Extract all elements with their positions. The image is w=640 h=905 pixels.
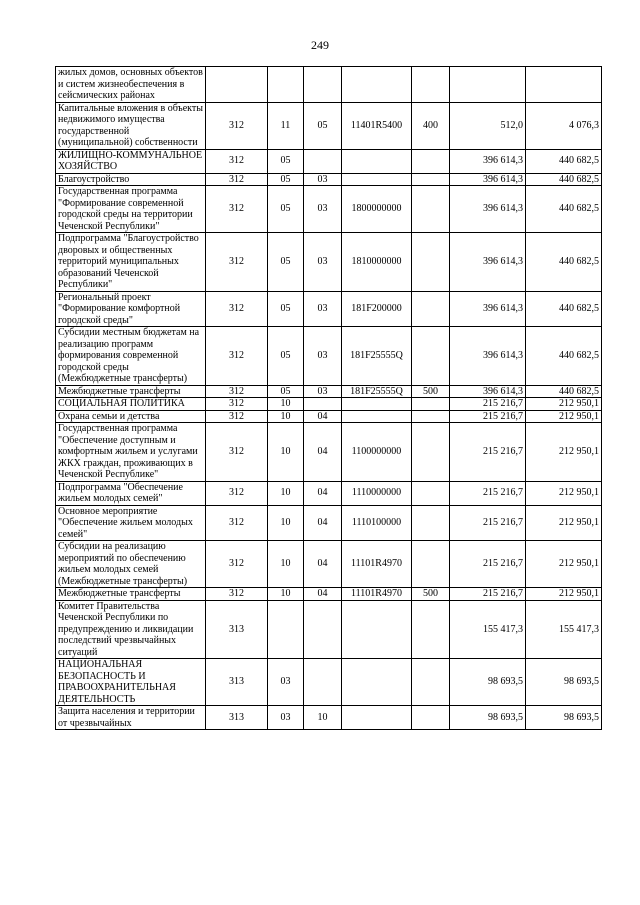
row-expense-type-cell (412, 541, 450, 588)
row-section-code-cell: 05 (268, 233, 304, 292)
row-name-cell: Защита населения и территории от чрезвычайных (56, 706, 206, 730)
row-name-cell: ЖИЛИЩНО-КОММУНАЛЬНОЕ ХОЗЯЙСТВО (56, 149, 206, 173)
row-subsection-code-cell: 04 (304, 481, 342, 505)
row-target-article-cell (342, 706, 412, 730)
row-target-article-cell (342, 398, 412, 411)
row-ministry-code-cell: 313 (206, 706, 268, 730)
row-expense-type-cell (412, 233, 450, 292)
row-section-code-cell: 10 (268, 423, 304, 482)
row-expense-type-cell (412, 706, 450, 730)
table-row (56, 588, 602, 601)
row-target-article-cell: 1100000000 (342, 423, 412, 482)
row-expense-type-cell (412, 659, 450, 706)
row-ministry-code-cell: 312 (206, 541, 268, 588)
row-section-code-cell: 10 (268, 588, 304, 601)
table-row (56, 398, 602, 411)
row-amount-2-cell: 212 950,1 (526, 541, 602, 588)
row-target-article-cell: 181F200000 (342, 291, 412, 327)
row-section-code-cell: 05 (268, 173, 304, 186)
row-amount-2-cell: 440 682,5 (526, 385, 602, 398)
row-expense-type-cell (412, 410, 450, 423)
row-expense-type-cell (412, 291, 450, 327)
row-amount-1-cell: 98 693,5 (450, 706, 526, 730)
row-subsection-code-cell: 04 (304, 541, 342, 588)
row-ministry-code-cell: 312 (206, 410, 268, 423)
row-amount-2-cell: 212 950,1 (526, 481, 602, 505)
row-target-article-cell (342, 659, 412, 706)
row-subsection-code-cell: 03 (304, 291, 342, 327)
row-amount-1-cell: 396 614,3 (450, 186, 526, 233)
row-subsection-code-cell: 04 (304, 505, 342, 541)
row-subsection-code-cell (304, 600, 342, 659)
row-expense-type-cell (412, 398, 450, 411)
row-name-cell: Основное мероприятие "Обеспечение жильем молодых семей" (56, 505, 206, 541)
row-subsection-code-cell: 04 (304, 588, 342, 601)
row-target-article-cell: 11101R4970 (342, 541, 412, 588)
row-ministry-code-cell: 312 (206, 588, 268, 601)
row-name-cell: НАЦИОНАЛЬНАЯ БЕЗОПАСНОСТЬ И ПРАВООХРАНИТЕЛЬНАЯ ДЕЯТЕЛЬНОСТЬ (56, 659, 206, 706)
row-amount-1-cell: 215 216,7 (450, 541, 526, 588)
row-target-article-cell: 1110000000 (342, 481, 412, 505)
row-amount-1-cell: 215 216,7 (450, 423, 526, 482)
row-amount-1-cell: 396 614,3 (450, 149, 526, 173)
row-expense-type-cell (412, 67, 450, 103)
row-section-code-cell: 10 (268, 410, 304, 423)
row-section-code-cell: 03 (268, 659, 304, 706)
row-amount-1-cell: 396 614,3 (450, 385, 526, 398)
row-target-article-cell: 1800000000 (342, 186, 412, 233)
row-expense-type-cell (412, 505, 450, 541)
row-target-article-cell (342, 410, 412, 423)
row-ministry-code-cell: 312 (206, 173, 268, 186)
row-name-cell: Региональный проект "Формирование комфортной городской среды" (56, 291, 206, 327)
row-subsection-code-cell: 04 (304, 423, 342, 482)
row-subsection-code-cell: 05 (304, 102, 342, 149)
table-body (56, 67, 602, 730)
row-name-cell: Межбюджетные трансферты (56, 385, 206, 398)
row-amount-2-cell: 440 682,5 (526, 291, 602, 327)
table-row (56, 659, 602, 706)
row-amount-2-cell: 4 076,3 (526, 102, 602, 149)
row-subsection-code-cell (304, 149, 342, 173)
row-target-article-cell (342, 67, 412, 103)
row-amount-2-cell: 98 693,5 (526, 706, 602, 730)
row-name-cell: Государственная программа "Формирование современной городской среды на территории Чеченской Республики" (56, 186, 206, 233)
table-row (56, 233, 602, 292)
row-subsection-code-cell: 03 (304, 233, 342, 292)
row-section-code-cell (268, 600, 304, 659)
row-amount-2-cell: 98 693,5 (526, 659, 602, 706)
row-expense-type-cell: 500 (412, 588, 450, 601)
row-amount-2-cell: 440 682,5 (526, 327, 602, 386)
table-row (56, 481, 602, 505)
table-row (56, 102, 602, 149)
row-amount-1-cell: 215 216,7 (450, 410, 526, 423)
row-section-code-cell: 10 (268, 505, 304, 541)
row-expense-type-cell (412, 186, 450, 233)
row-expense-type-cell (412, 173, 450, 186)
row-ministry-code-cell: 312 (206, 291, 268, 327)
row-section-code-cell (268, 67, 304, 103)
row-ministry-code-cell: 312 (206, 327, 268, 386)
row-expense-type-cell (412, 149, 450, 173)
row-name-cell: Капитальные вложения в объекты недвижимого имущества государственной (муниципальной) собственности (56, 102, 206, 149)
row-amount-2-cell: 440 682,5 (526, 233, 602, 292)
row-name-cell: Комитет Правительства Чеченской Республики по предупреждению и ликвидации последствий чрезвычайных ситуаций (56, 600, 206, 659)
row-subsection-code-cell (304, 398, 342, 411)
row-expense-type-cell (412, 481, 450, 505)
row-subsection-code-cell (304, 659, 342, 706)
row-expense-type-cell (412, 327, 450, 386)
row-target-article-cell: 181F25555Q (342, 385, 412, 398)
row-target-article-cell: 11401R5400 (342, 102, 412, 149)
table-row (56, 423, 602, 482)
table-row (56, 600, 602, 659)
row-name-cell: СОЦИАЛЬНАЯ ПОЛИТИКА (56, 398, 206, 411)
row-amount-2-cell: 212 950,1 (526, 410, 602, 423)
row-amount-1-cell: 215 216,7 (450, 505, 526, 541)
row-subsection-code-cell: 03 (304, 173, 342, 186)
row-section-code-cell: 05 (268, 291, 304, 327)
row-expense-type-cell: 500 (412, 385, 450, 398)
row-ministry-code-cell (206, 67, 268, 103)
row-amount-2-cell: 212 950,1 (526, 423, 602, 482)
row-name-cell: жилых домов, основных объектов и систем жизнеобеспечения в сейсмических районах (56, 67, 206, 103)
page-number: 249 (311, 38, 329, 52)
row-target-article-cell: 1810000000 (342, 233, 412, 292)
row-target-article-cell (342, 600, 412, 659)
table-row (56, 706, 602, 730)
row-section-code-cell: 05 (268, 149, 304, 173)
row-ministry-code-cell: 312 (206, 505, 268, 541)
row-section-code-cell: 05 (268, 186, 304, 233)
row-amount-1-cell: 396 614,3 (450, 233, 526, 292)
table-row (56, 541, 602, 588)
table-row (56, 67, 602, 103)
row-target-article-cell: 1110100000 (342, 505, 412, 541)
row-amount-2-cell: 212 950,1 (526, 398, 602, 411)
table-row (56, 149, 602, 173)
row-name-cell: Подпрограмма "Благоустройство дворовых и общественных территорий муниципальных образований Чеченской Республики" (56, 233, 206, 292)
row-ministry-code-cell: 312 (206, 423, 268, 482)
row-amount-2-cell: 440 682,5 (526, 173, 602, 186)
row-amount-1-cell: 396 614,3 (450, 173, 526, 186)
row-amount-1-cell (450, 67, 526, 103)
row-ministry-code-cell: 312 (206, 102, 268, 149)
budget-table (55, 66, 602, 730)
row-amount-2-cell: 440 682,5 (526, 186, 602, 233)
row-subsection-code-cell: 03 (304, 327, 342, 386)
row-section-code-cell: 05 (268, 385, 304, 398)
row-amount-2-cell: 155 417,3 (526, 600, 602, 659)
row-name-cell: Субсидии местным бюджетам на реализацию программ формирования современной городской среды (Межбюджетные трансферты) (56, 327, 206, 386)
row-expense-type-cell (412, 423, 450, 482)
table-row (56, 505, 602, 541)
table-row (56, 173, 602, 186)
table-row (56, 291, 602, 327)
row-amount-1-cell: 396 614,3 (450, 327, 526, 386)
row-ministry-code-cell: 312 (206, 398, 268, 411)
row-name-cell: Подпрограмма "Обеспечение жильем молодых семей" (56, 481, 206, 505)
row-target-article-cell: 11101R4970 (342, 588, 412, 601)
row-amount-1-cell: 396 614,3 (450, 291, 526, 327)
row-ministry-code-cell: 312 (206, 385, 268, 398)
row-amount-1-cell: 215 216,7 (450, 588, 526, 601)
row-name-cell: Межбюджетные трансферты (56, 588, 206, 601)
table-row (56, 327, 602, 386)
row-section-code-cell: 05 (268, 327, 304, 386)
table-row (56, 385, 602, 398)
row-amount-1-cell: 215 216,7 (450, 398, 526, 411)
row-name-cell: Благоустройство (56, 173, 206, 186)
row-section-code-cell: 03 (268, 706, 304, 730)
row-target-article-cell: 181F25555Q (342, 327, 412, 386)
row-subsection-code-cell: 03 (304, 385, 342, 398)
row-amount-1-cell: 215 216,7 (450, 481, 526, 505)
row-amount-2-cell: 212 950,1 (526, 588, 602, 601)
row-ministry-code-cell: 313 (206, 659, 268, 706)
row-target-article-cell (342, 149, 412, 173)
row-ministry-code-cell: 313 (206, 600, 268, 659)
row-name-cell: Охрана семьи и детства (56, 410, 206, 423)
row-expense-type-cell (412, 600, 450, 659)
row-name-cell: Государственная программа "Обеспечение доступным и комфортным жильем и услугами ЖКХ граждан, проживающих в Чеченской Республике" (56, 423, 206, 482)
row-section-code-cell: 10 (268, 481, 304, 505)
row-amount-1-cell: 512,0 (450, 102, 526, 149)
row-amount-2-cell: 440 682,5 (526, 149, 602, 173)
row-target-article-cell (342, 173, 412, 186)
row-subsection-code-cell: 04 (304, 410, 342, 423)
table-row (56, 410, 602, 423)
row-section-code-cell: 10 (268, 541, 304, 588)
row-amount-1-cell: 98 693,5 (450, 659, 526, 706)
table-row (56, 186, 602, 233)
row-amount-1-cell: 155 417,3 (450, 600, 526, 659)
row-subsection-code-cell: 03 (304, 186, 342, 233)
row-ministry-code-cell: 312 (206, 186, 268, 233)
row-expense-type-cell: 400 (412, 102, 450, 149)
row-subsection-code-cell: 10 (304, 706, 342, 730)
row-ministry-code-cell: 312 (206, 149, 268, 173)
row-name-cell: Субсидии на реализацию мероприятий по обеспечению жильем молодых семей (Межбюджетные трансферты) (56, 541, 206, 588)
row-section-code-cell: 10 (268, 398, 304, 411)
row-amount-2-cell: 212 950,1 (526, 505, 602, 541)
row-amount-2-cell (526, 67, 602, 103)
row-ministry-code-cell: 312 (206, 481, 268, 505)
row-section-code-cell: 11 (268, 102, 304, 149)
row-ministry-code-cell: 312 (206, 233, 268, 292)
row-subsection-code-cell (304, 67, 342, 103)
